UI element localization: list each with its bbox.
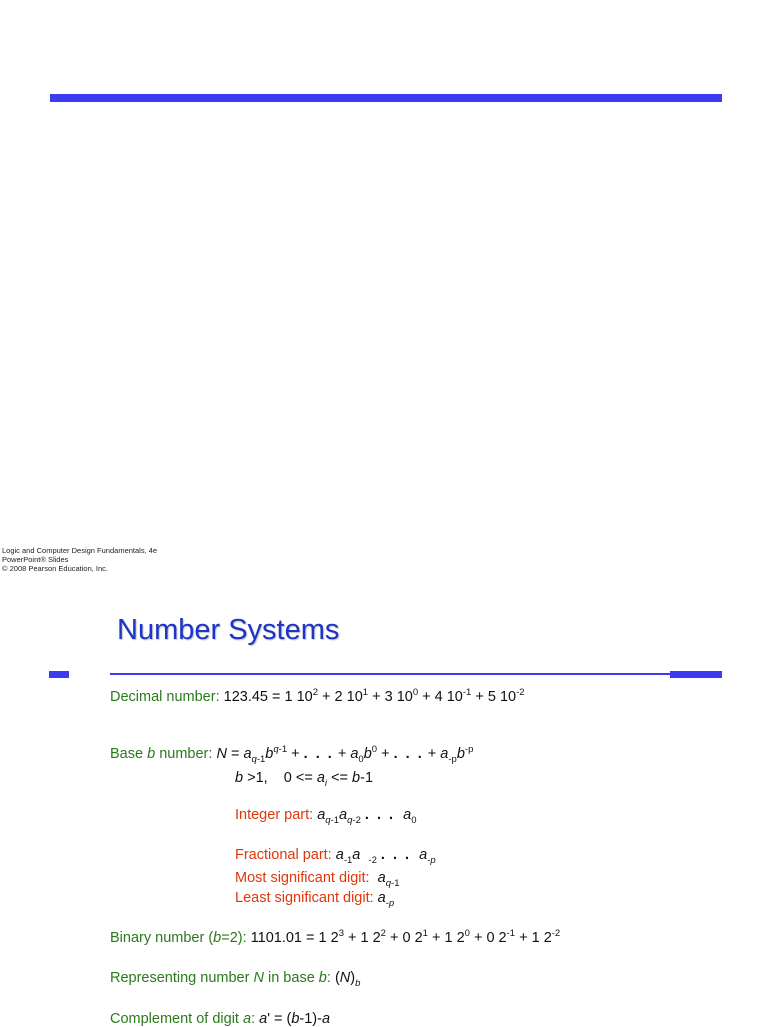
- complement-expr: a' = (b-1)-a: [259, 1011, 331, 1027]
- base-number-line: [110, 744, 474, 765]
- msd-expr: $a_{q-1}$: [377, 870, 400, 889]
- title-underline: [110, 673, 722, 675]
- fractional-part-line: [235, 847, 436, 866]
- representing-expr: $(N)_b$: [334, 970, 361, 989]
- msd-label: Most significant digit:: [235, 870, 370, 886]
- title-bar-left: [49, 671, 69, 678]
- fractional-part-label: Fractional part:: [235, 847, 332, 863]
- slide-title: Number Systems: [117, 614, 340, 646]
- lsd-line: [235, 890, 395, 909]
- representing-label: Representing number N in base b:: [110, 970, 331, 986]
- complement-label: Complement of digit a:: [110, 1011, 256, 1027]
- base-equation: $N = a_{q-1}b^{q-1}$ + . . . + $a_0b^0$ + . . . + $a_{-p}b^{-p}$: [216, 744, 474, 765]
- complement-line: [110, 1011, 330, 1027]
- integer-part-line: [235, 807, 417, 826]
- copyright-footer: [2, 546, 157, 573]
- top-rule: [50, 94, 722, 102]
- footer-line-1: Logic and Computer Design Fundamentals, 4e: [2, 546, 158, 555]
- decimal-equation: 123.45 = 1 $10^2 + 2$ $10^1 + 3$ $10^0 + 4$ $10^{-1} + 5$ $10^{-2}$: [223, 687, 525, 705]
- msd-line: [235, 870, 400, 889]
- binary-label: Binary number (b=2):: [110, 930, 247, 946]
- integer-part-label: Integer part:: [235, 807, 314, 823]
- lsd-expr: $a_{-p}$: [377, 890, 395, 909]
- binary-number-line: [110, 930, 560, 946]
- representing-line: [110, 970, 361, 989]
- footer-line-2: PowerPoint® Slides: [2, 555, 69, 564]
- base-constraint: b >1, $0 <= a_i <= b-1$: [235, 770, 374, 789]
- binary-equation: 1101.01 = 1 $2^3 + 1$ $2^2 + 0$ $2^1 + 1$ $2^0 + 0$ $2^{-1} + 1$ $2^{-2}$: [250, 928, 561, 946]
- base-label: Base b number:: [110, 746, 213, 762]
- title-bar-right: [670, 671, 722, 678]
- lsd-label: Least significant digit:: [235, 890, 374, 906]
- integer-part-expr: $a_{q-1}a_{q-2}$ . . . $a_0$: [317, 807, 417, 826]
- decimal-label: Decimal number:: [110, 689, 220, 705]
- decimal-number-line: [110, 689, 525, 705]
- footer-line-3: © 2008 Pearson Education, Inc.: [2, 564, 109, 573]
- fractional-part-expr: $a_{-1}a$ $_{-2}$ . . . $a_{-p}$: [335, 847, 436, 866]
